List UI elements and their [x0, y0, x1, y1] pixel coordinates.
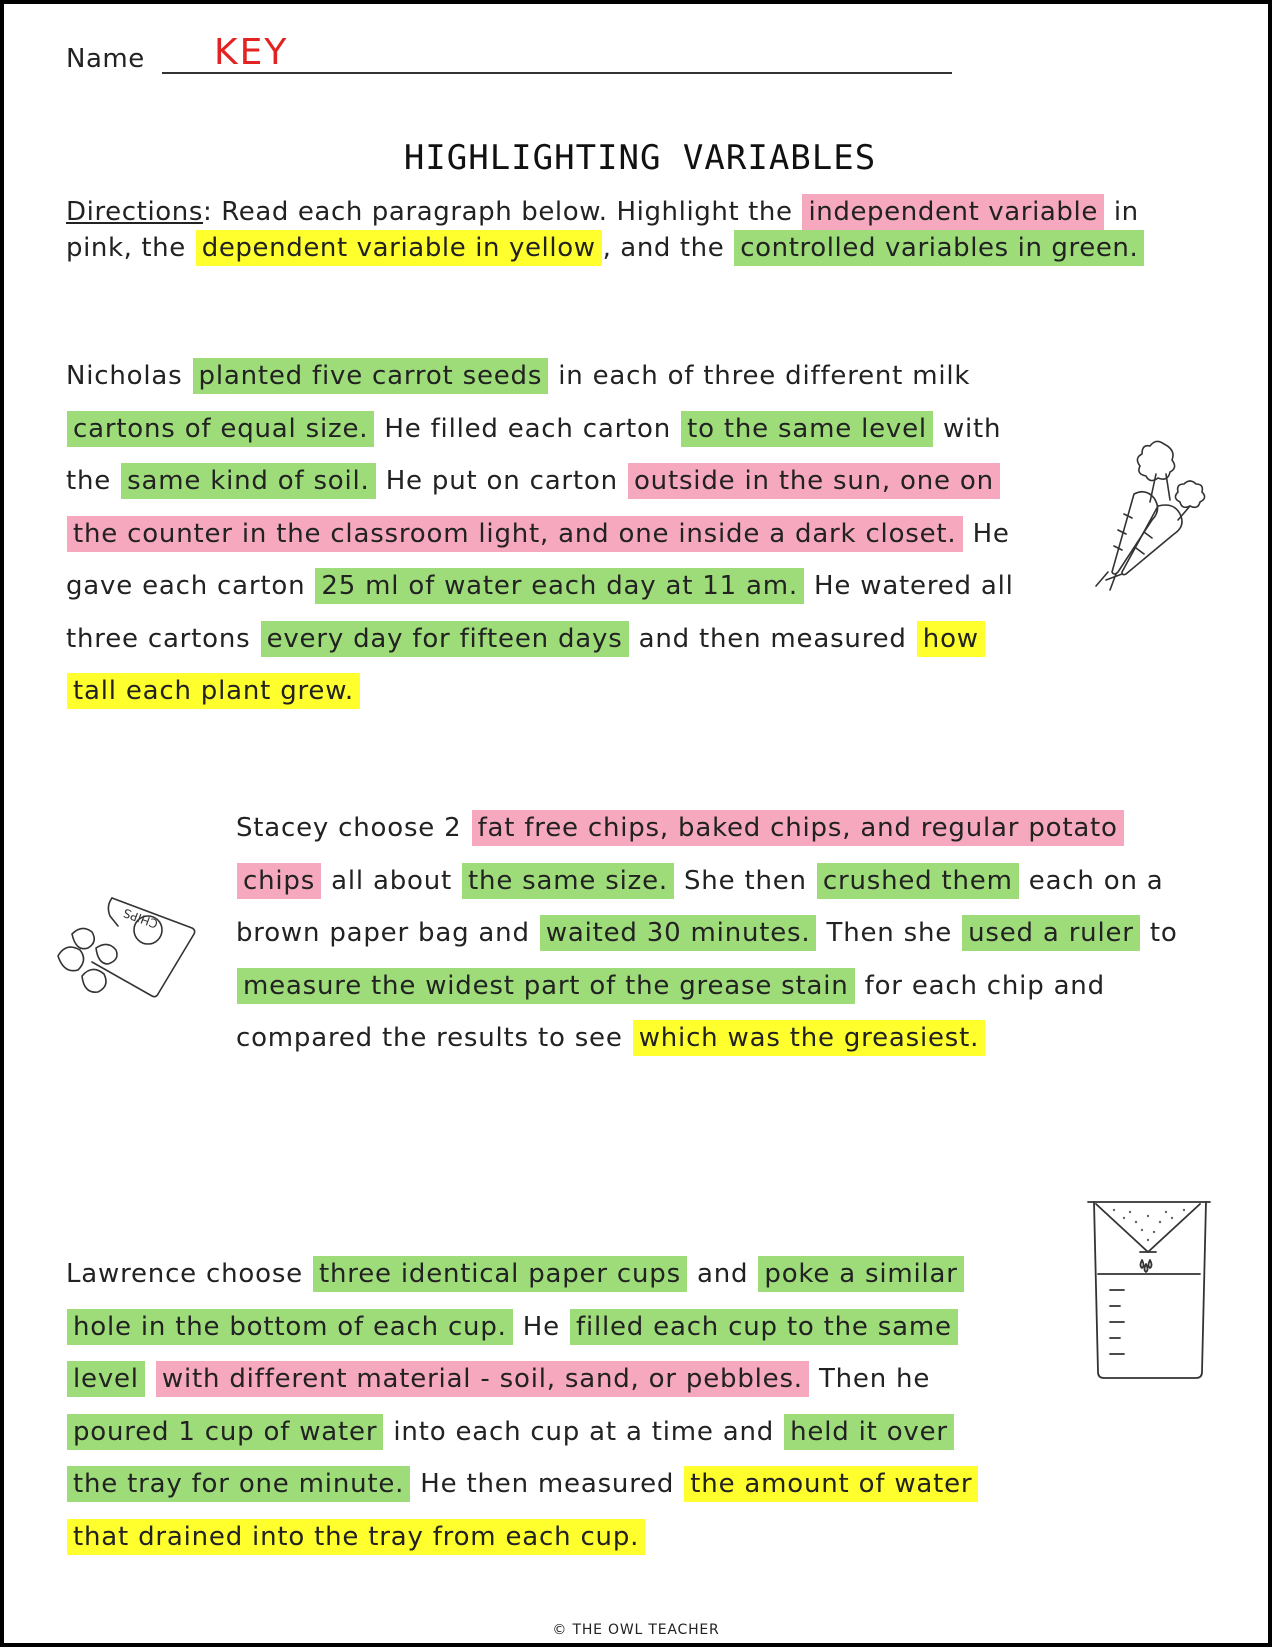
highlight-yellow: how tall each plant grew.	[67, 621, 985, 710]
paragraph-text: in each of three different milk	[549, 361, 971, 391]
paragraph-text: He filled each carton	[375, 413, 681, 444]
paragraph-text: all about	[322, 865, 462, 896]
highlight-green: cartons of equal size.	[67, 411, 374, 447]
paragraph-text: each on a brown paper bag and	[236, 865, 1164, 948]
highlight-green: filled each cup to the same level	[67, 1309, 958, 1398]
highlight-green: 25 ml of water each day at 11 am.	[315, 568, 804, 604]
paragraph-text: He gave each carton	[66, 518, 1010, 601]
directions	[66, 194, 1206, 266]
highlight-green: measure the widest part of the grease stain	[237, 968, 855, 1004]
highlight-yellow: the amount of water that drained into the tray from each cup.	[67, 1466, 978, 1555]
paragraph-text: Then she	[817, 918, 962, 948]
directions-text: : Read each paragraph below. Highlight the	[203, 197, 802, 227]
paragraph-text: He put on carton	[376, 466, 627, 496]
paragraph-text	[146, 1364, 155, 1394]
carrots-icon	[1094, 434, 1234, 594]
paragraph-text: and then measured	[629, 623, 916, 654]
paragraph-text: to	[1140, 918, 1178, 948]
highlight-green: to the same level	[681, 411, 933, 447]
paragraph-text: She then	[674, 865, 816, 896]
highlight-green: planted five carrot seeds	[193, 358, 549, 394]
paragraph-text: Lawrence choose	[66, 1259, 313, 1289]
directions-label: Directions	[66, 197, 204, 227]
directions-highlight-pink: independent variable	[802, 194, 1104, 230]
chips-bag-label: CHIPS	[121, 905, 160, 931]
chips-bag-icon	[52, 884, 202, 1014]
highlight-pink: outside in the sun, one on the counter in the classroom light, and one inside a dark closet.	[67, 463, 1000, 552]
paragraph-text: for each chip and compared the results to see	[236, 970, 1105, 1053]
paragraph-text: Stacey choose 2	[236, 813, 471, 843]
highlight-green: poured 1 cup of water	[67, 1414, 383, 1450]
highlight-pink: with different material - soil, sand, or pebbles.	[156, 1361, 809, 1397]
paragraph-text: Then he	[809, 1364, 931, 1394]
highlight-yellow: which was the greasiest.	[633, 1020, 985, 1056]
name-label: Name	[66, 44, 145, 74]
paragraph-text: into each cup at a time and	[384, 1416, 784, 1447]
paragraph-text: Nicholas	[66, 361, 192, 391]
highlight-green: used a ruler	[962, 915, 1140, 951]
paragraph-text: He then measured	[411, 1469, 684, 1499]
paragraph-text: and	[687, 1259, 758, 1289]
paragraph-chips	[236, 802, 1196, 1065]
paragraph-text: He watered all three cartons	[66, 571, 1014, 654]
paragraph-text: with the	[66, 413, 1002, 496]
name-value: KEY	[214, 32, 289, 73]
highlight-green: crushed them	[817, 863, 1019, 899]
highlight-green: held it over the tray for one minute.	[67, 1414, 954, 1503]
highlight-pink: fat free chips, baked chips, and regular potato chips	[237, 810, 1124, 899]
directions-highlight-yellow: dependent variable in yellow	[196, 230, 602, 266]
footer-copyright: © THE OWL TEACHER	[552, 1622, 720, 1638]
page-title: HIGHLIGHTING VARIABLES	[403, 138, 877, 178]
directions-text: , and the	[602, 233, 734, 263]
highlight-green: poke a similar hole in the bottom of each cup.	[67, 1256, 964, 1345]
highlight-green: waited 30 minutes.	[540, 915, 817, 951]
paragraph-carrots	[66, 350, 1021, 718]
paragraph-text: He	[513, 1311, 569, 1342]
highlight-green: same kind of soil.	[121, 463, 375, 499]
directions-highlight-green: controlled variables in green.	[734, 230, 1144, 266]
paragraph-cups	[66, 1248, 1001, 1563]
highlight-green: the same size.	[462, 863, 674, 899]
highlight-green: every day for fifteen days	[261, 621, 629, 657]
directions-text: in pink, the	[66, 197, 1139, 263]
highlight-green: three identical paper cups	[313, 1256, 687, 1292]
beaker-funnel-icon	[1084, 1194, 1214, 1384]
